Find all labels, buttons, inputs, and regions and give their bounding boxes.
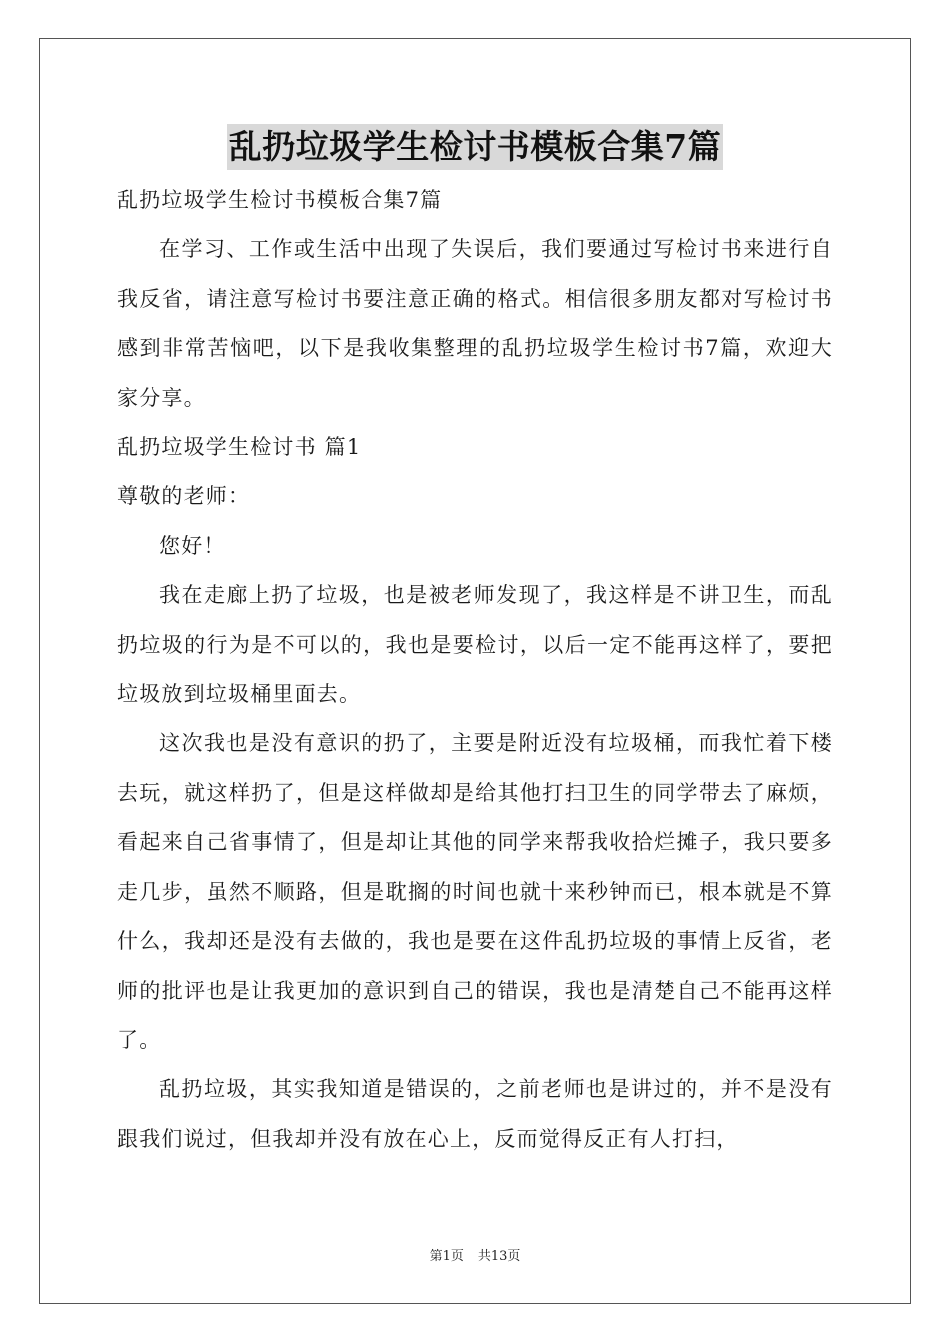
page-number: 第1页 xyxy=(429,1249,464,1264)
paragraph: 您好！ xyxy=(159,533,226,558)
paragraph: 乱扔垃圾，其实我知道是错误的，之前老师也是讲过的，并不是没有跟我们说过，但我却并没有放在心上，反而觉得反正有人打扫， xyxy=(117,1077,833,1151)
title-wrapper xyxy=(0,124,950,170)
paragraph: 乱扔垃圾学生检讨书 篇1 xyxy=(117,435,362,460)
paragraph: 我在走廊上扔了垃圾，也是被老师发现了，我这样是不讲卫生，而乱扔垃圾的行为是不可以的，我也是要检讨，以后一定不能再这样了，要把垃圾放到垃圾桶里面去。 xyxy=(117,583,833,707)
document-body xyxy=(117,176,833,1164)
page-total: 共13页 xyxy=(477,1249,521,1264)
page-footer xyxy=(0,1245,950,1264)
paragraph: 这次我也是没有意识的扔了，主要是附近没有垃圾桶，而我忙着下楼去玩，就这样扔了，但是这样做却是给其他打扫卫生的同学带去了麻烦，看起来自己省事情了，但是却让其他的同学来帮我收拾烂摊子，我只要多走几步，虽然不顺路，但是耽搁的时间也就十来秒钟而已，根本就是不算什么，我却还是没有去做的，我也是要在这件乱扔垃圾的事情上反省，老师的批评也是让我更加的意识到自己的错误，我也是清楚自己不能再这样了。 xyxy=(117,731,833,1052)
document-title: 乱扔垃圾学生检讨书模板合集7篇 xyxy=(227,124,723,170)
paragraph: 在学习、工作或生活中出现了失误后，我们要通过写检讨书来进行自我反省，请注意写检讨书要注意正确的格式。相信很多朋友都对写检讨书感到非常苦恼吧，以下是我收集整理的乱扔垃圾学生检讨书7篇，欢迎大家分享。 xyxy=(117,237,833,410)
paragraph: 尊敬的老师： xyxy=(117,484,251,509)
paragraph: 乱扔垃圾学生检讨书模板合集7篇 xyxy=(117,188,443,212)
